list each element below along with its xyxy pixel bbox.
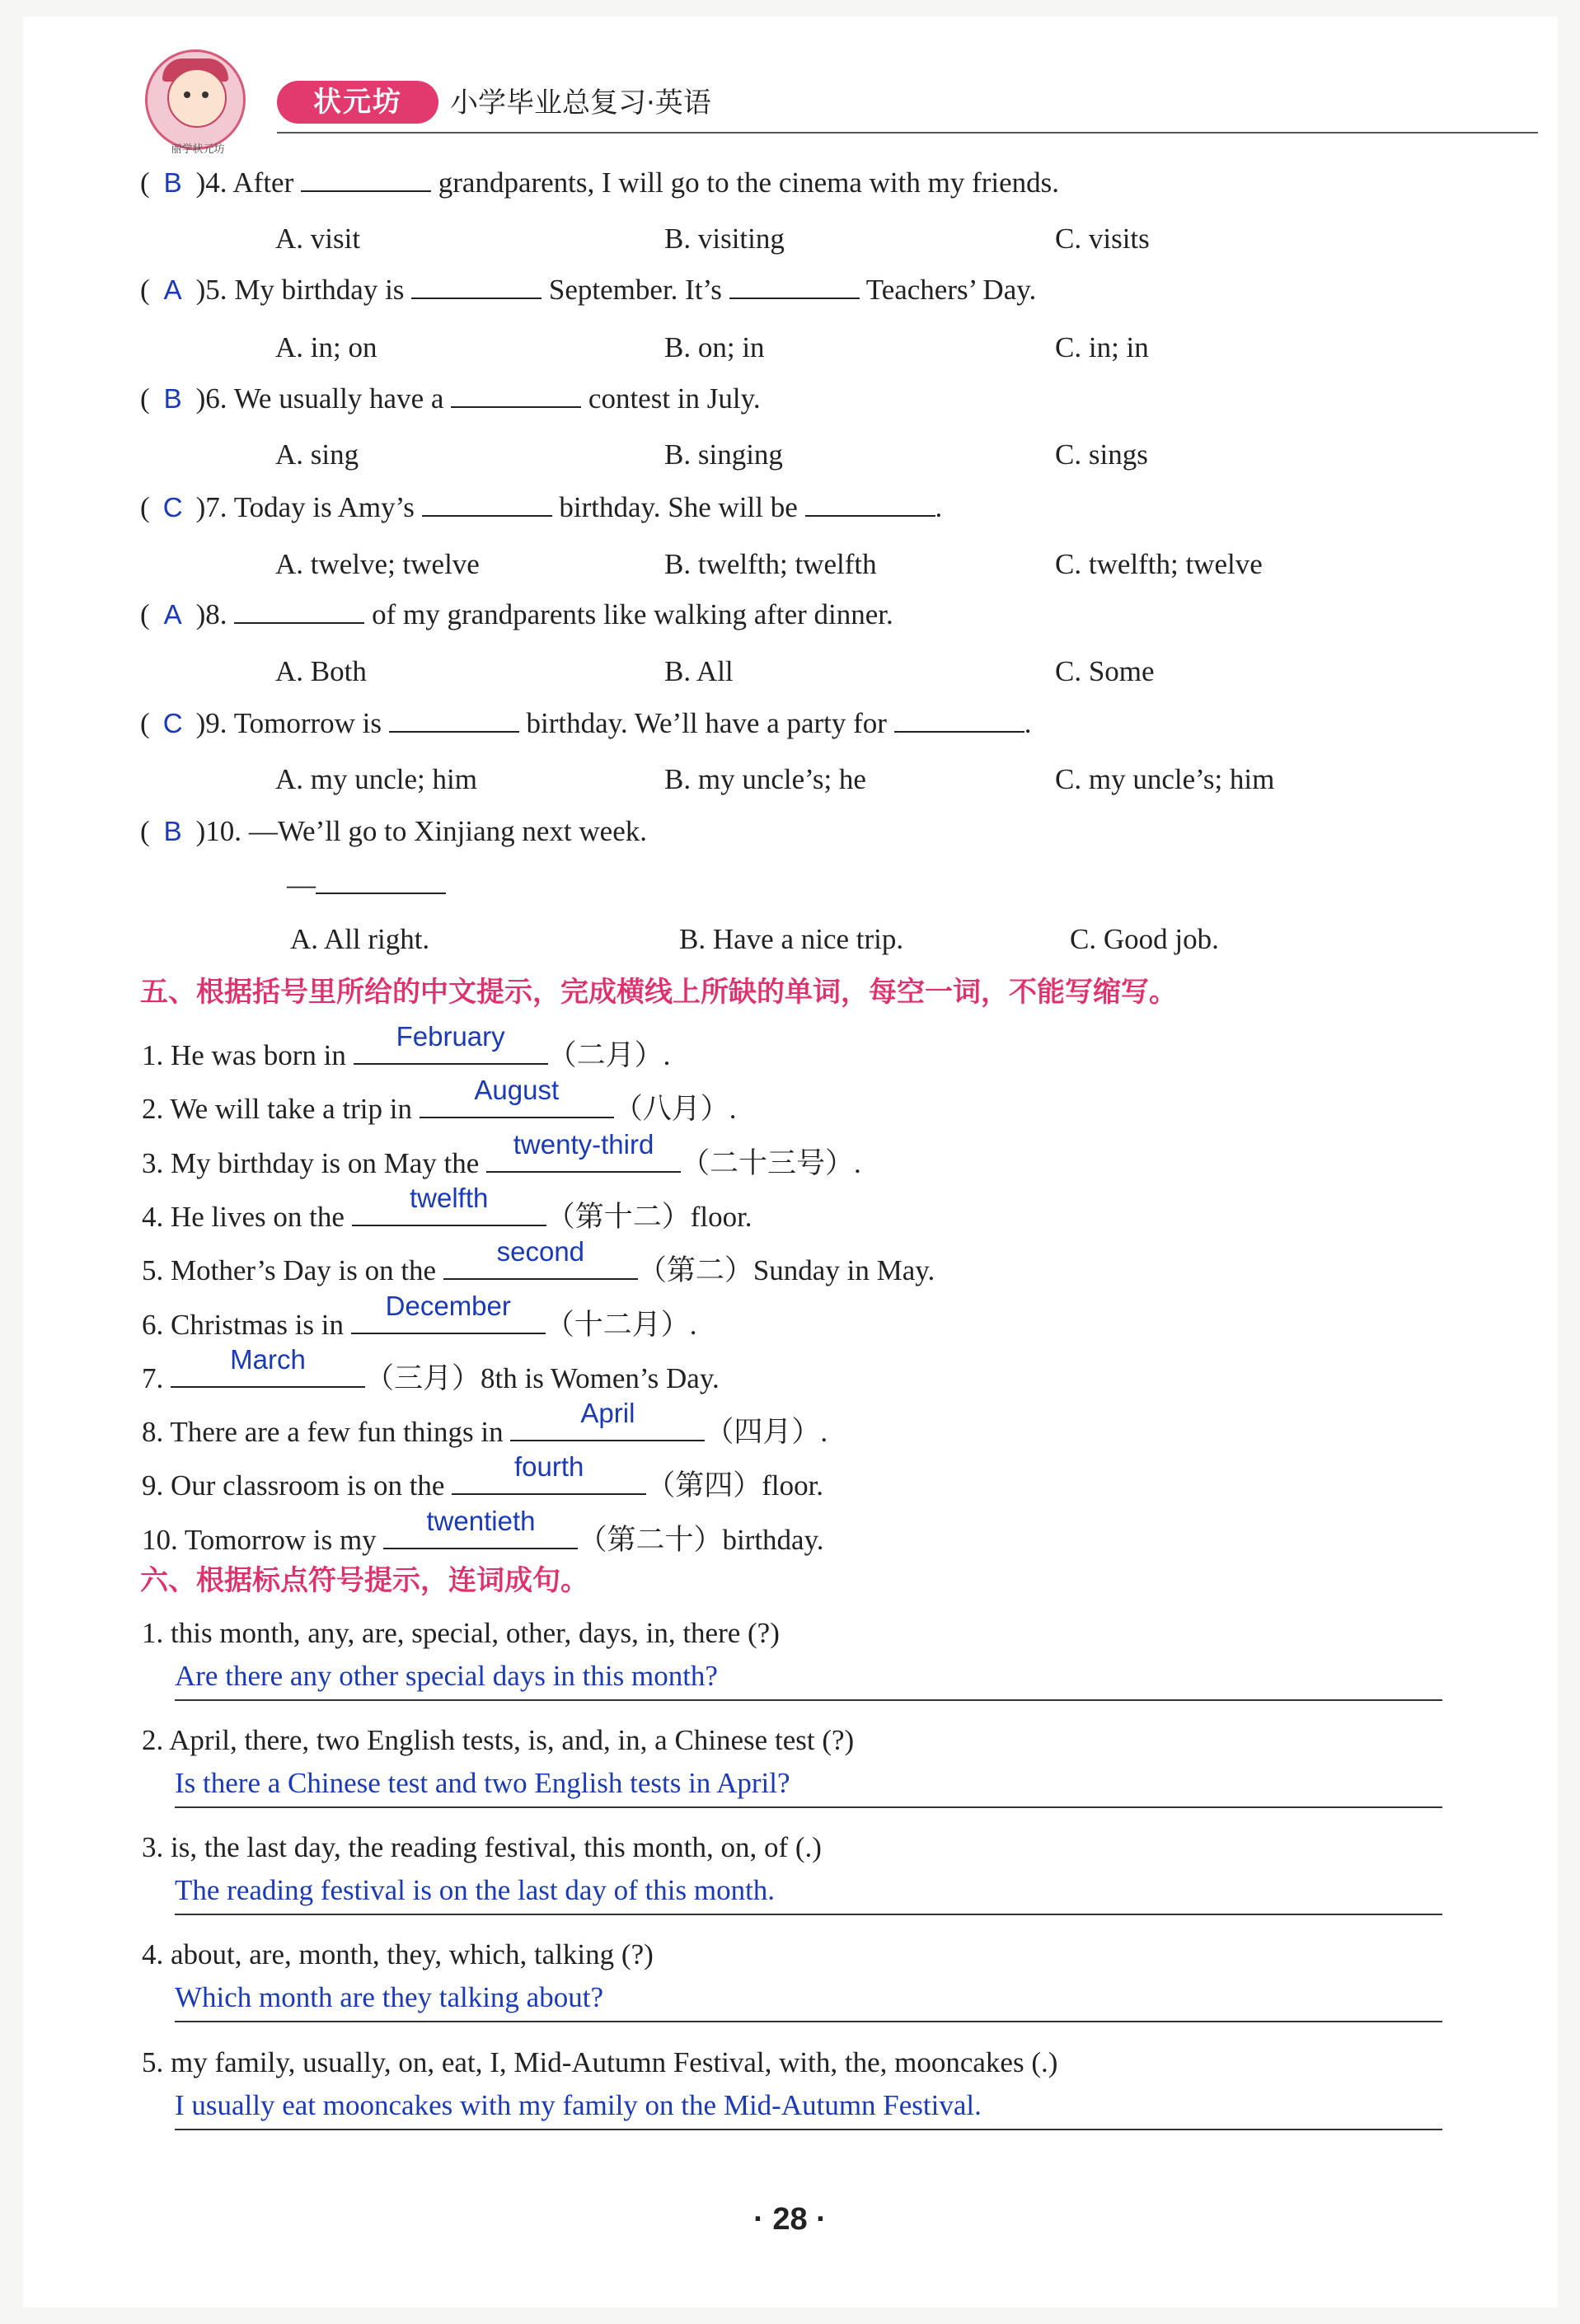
page-number: · 28 · (753, 2202, 827, 2237)
choice-question (140, 490, 942, 526)
handwritten-answer: August (474, 1075, 560, 1105)
question-text-mid: birthday. She will be (559, 491, 798, 523)
answer-blank[interactable] (443, 1236, 638, 1280)
choice-option: C. Some (1055, 655, 1155, 687)
fill-in-item (142, 1291, 697, 1343)
header-divider (277, 132, 1538, 134)
question-text-post: of my grandparents like walking after dinner. (372, 598, 893, 630)
choice-answer: B (163, 383, 182, 414)
reorder-answer[interactable]: I usually eat mooncakes with my family on the Mid-Autumn Festival. (175, 2089, 982, 2121)
answer-blank[interactable] (510, 1398, 705, 1441)
handwritten-answer: December (385, 1291, 511, 1321)
reorder-answer[interactable]: Is there a Chinese test and two English tests in April? (175, 1767, 790, 1799)
choice-option: A. visit (275, 223, 361, 255)
answer-blank[interactable] (420, 1075, 614, 1118)
question-number: )10. (195, 815, 242, 847)
logo-caption: 丽学状元坊 (171, 143, 225, 156)
choice-option: B. singing (664, 438, 783, 471)
question-text-pre: —We’ll go to Xinjiang next week. (248, 815, 647, 847)
choice-option: B. twelfth; twelfth (664, 548, 877, 580)
choice-answer: B (163, 167, 182, 198)
handwritten-answer: twenty-third (513, 1129, 654, 1160)
answer-blank[interactable] (452, 1451, 646, 1495)
choice-option: B. All (664, 655, 734, 687)
answer-blank[interactable] (729, 273, 860, 299)
question-number: )7. (195, 491, 227, 523)
open-paren: ( (140, 382, 150, 415)
answer-line (175, 1806, 1442, 1808)
question-number: )4. (195, 166, 227, 199)
question-number: )5. (195, 274, 227, 306)
reorder-prompt: 1. this month, any, are, special, other, days, in, there (?) (142, 1617, 780, 1649)
choice-option: A. twelve; twelve (275, 548, 480, 580)
choice-option: C. Good job. (1070, 923, 1219, 955)
answer-blank[interactable] (316, 868, 446, 894)
item-text-post: （二十三号）. (681, 1147, 861, 1179)
fill-in-item (142, 1183, 752, 1235)
reorder-answer[interactable]: Which month are they talking about? (175, 1981, 603, 2013)
fill-in-item (142, 1236, 935, 1289)
question-text-pre: My birthday is (234, 274, 405, 306)
question-text-pre: Tomorrow is (233, 707, 382, 739)
open-paren: ( (140, 491, 150, 523)
answer-blank[interactable] (422, 490, 552, 517)
choice-option: B. visiting (664, 223, 785, 255)
handwritten-answer: twentieth (426, 1506, 536, 1536)
choice-option: C. in; in (1055, 331, 1149, 363)
fill-in-item (142, 1451, 824, 1504)
answer-blank[interactable] (301, 166, 431, 192)
item-text-post: （三月）8th is Women’s Day. (365, 1362, 720, 1394)
item-text-post: （十二月）. (545, 1309, 697, 1341)
choice-option: B. my uncle’s; he (664, 763, 866, 795)
item-text-pre: 7. (142, 1362, 164, 1394)
open-paren: ( (140, 274, 150, 306)
open-paren: ( (140, 166, 150, 199)
choice-question (140, 597, 893, 633)
answer-blank[interactable] (171, 1344, 365, 1388)
reorder-answer[interactable]: Are there any other special days in this month? (175, 1660, 718, 1692)
choice-answer: C (162, 708, 183, 738)
fill-in-item (142, 1506, 824, 1558)
item-text-pre: 4. He lives on the (142, 1201, 345, 1233)
choice-option: A. my uncle; him (275, 763, 477, 795)
brand-badge: 状元坊 (277, 81, 438, 124)
item-text-pre: 2. We will take a trip in (142, 1093, 412, 1125)
choice-option: A. All right. (290, 923, 430, 955)
handwritten-answer: April (580, 1398, 635, 1428)
answer-blank[interactable] (486, 1129, 681, 1173)
item-text-post: （第四）floor. (646, 1469, 824, 1502)
choice-answer: A (163, 599, 182, 630)
choice-option: C. twelfth; twelve (1055, 548, 1263, 580)
choice-option: C. my uncle’s; him (1055, 763, 1275, 795)
fill-in-item (142, 1021, 671, 1074)
item-text-pre: 9. Our classroom is on the (142, 1469, 445, 1502)
item-text-pre: 10. Tomorrow is my (142, 1524, 377, 1556)
book-title: 小学毕业总复习·英语 (450, 87, 711, 119)
reorder-prompt: 2. April, there, two English tests, is, and, in, a Chinese test (?) (142, 1724, 855, 1756)
answer-line (175, 1914, 1442, 1915)
choice-question (140, 165, 1059, 201)
choice-answer: B (163, 816, 182, 846)
open-paren: ( (140, 815, 150, 847)
choice-option: C. visits (1055, 223, 1150, 255)
item-text-pre: 3. My birthday is on May the (142, 1147, 480, 1179)
question-number: )8. (195, 598, 227, 630)
question-text-post: Teachers’ Day. (865, 274, 1037, 306)
answer-line (175, 2021, 1442, 2022)
handwritten-answer: twelfth (410, 1183, 489, 1213)
handwritten-answer: second (496, 1236, 585, 1267)
handwritten-answer: fourth (514, 1451, 584, 1482)
question-text-post: grandparents, I will go to the cinema with my friends. (438, 166, 1060, 199)
reorder-prompt: 4. about, are, month, they, which, talking (?) (142, 1938, 654, 1970)
answer-line (175, 1699, 1442, 1701)
section-five-title: 五、根据括号里所给的中文提示，完成横线上所缺的单词，每空一词，不能写缩写。 (140, 976, 1177, 1009)
answer-blank[interactable] (894, 706, 1024, 733)
answer-line (175, 2129, 1442, 2130)
dialog-reply-line (287, 867, 446, 903)
answer-blank[interactable] (383, 1506, 578, 1549)
fill-in-item (142, 1344, 720, 1397)
dialog-dash: — (287, 869, 316, 901)
mascot-logo (145, 49, 246, 150)
choice-question (140, 813, 647, 850)
choice-option: C. sings (1055, 438, 1148, 471)
open-paren: ( (140, 598, 150, 630)
choice-option: A. Both (275, 655, 367, 687)
answer-blank[interactable] (451, 382, 581, 408)
item-text-post: （第十二）floor. (546, 1201, 752, 1233)
question-text-pre: After (232, 166, 294, 199)
item-text-post: （第二十）birthday. (578, 1524, 824, 1556)
handwritten-answer: February (396, 1021, 505, 1052)
item-text-post: （四月）. (705, 1416, 828, 1448)
reorder-answer[interactable]: The reading festival is on the last day of this month. (175, 1874, 776, 1906)
answer-blank[interactable] (234, 597, 364, 624)
reorder-prompt: 3. is, the last day, the reading festival, this month, on, of (.) (142, 1831, 822, 1863)
question-number: )9. (195, 707, 227, 739)
fill-in-item (142, 1398, 828, 1450)
item-text-pre: 6. Christmas is in (142, 1309, 345, 1341)
fill-in-item (142, 1129, 861, 1182)
choice-option: B. Have a nice trip. (679, 923, 904, 955)
choice-option: B. on; in (664, 331, 765, 363)
choice-answer: C (162, 492, 183, 522)
choice-question (140, 272, 1036, 308)
choice-answer: A (163, 274, 182, 305)
item-text-pre: 5. Mother’s Day is on the (142, 1254, 437, 1286)
fill-in-item (142, 1075, 737, 1127)
choice-question (140, 705, 1031, 742)
choice-option: A. sing (275, 438, 359, 471)
answer-blank[interactable] (389, 706, 519, 733)
item-text-pre: 1. He was born in (142, 1039, 346, 1071)
open-paren: ( (140, 707, 150, 739)
choice-question (140, 381, 761, 417)
question-text-pre: We usually have a (233, 382, 444, 415)
answer-blank[interactable] (805, 490, 935, 517)
item-text-post: （八月）. (613, 1093, 737, 1125)
answer-blank[interactable] (411, 273, 542, 299)
question-text-mid: birthday. We’ll have a party for (526, 707, 887, 739)
question-text-pre: Today is Amy’s (233, 491, 415, 523)
item-text-post: （二月）. (547, 1039, 671, 1071)
answer-blank[interactable] (351, 1291, 546, 1334)
handwritten-answer: March (230, 1344, 306, 1375)
answer-blank[interactable] (354, 1021, 548, 1065)
question-text-post: . (935, 491, 943, 523)
question-number: )6. (195, 382, 227, 415)
reorder-prompt: 5. my family, usually, on, eat, I, Mid-Autumn Festival, with, the, mooncakes (.) (142, 2046, 1058, 2078)
answer-blank[interactable] (352, 1183, 546, 1226)
question-text-post: contest in July. (588, 382, 761, 415)
question-text-post: . (1024, 707, 1032, 739)
question-text-mid: September. It’s (548, 274, 722, 306)
choice-option: A. in; on (275, 331, 377, 363)
item-text-pre: 8. There are a few fun things in (142, 1416, 504, 1448)
section-six-title: 六、根据标点符号提示，连词成句。 (140, 1564, 588, 1597)
item-text-post: （第二）Sunday in May. (637, 1254, 935, 1286)
